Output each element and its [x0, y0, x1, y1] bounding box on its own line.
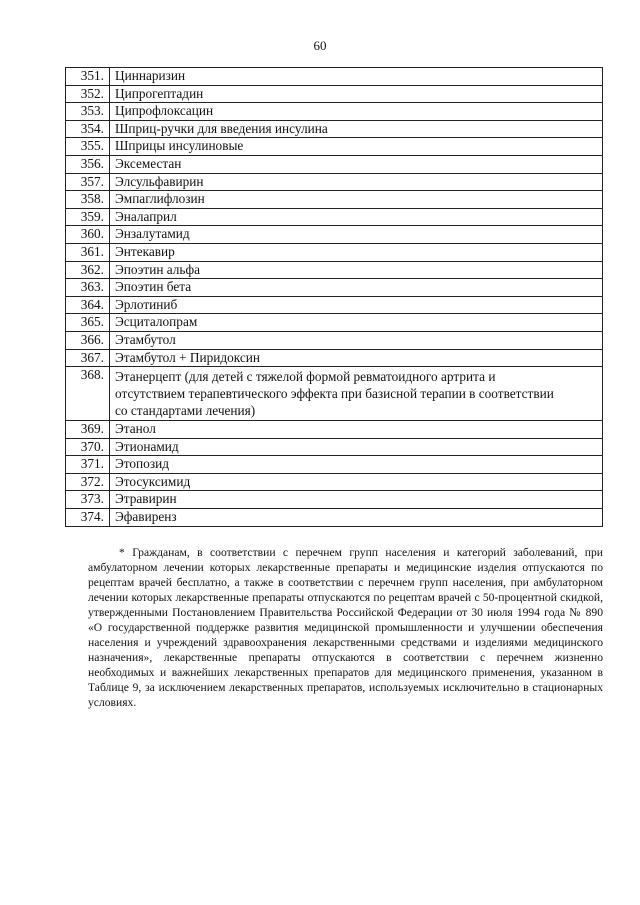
- row-number: 357.: [66, 173, 110, 191]
- row-number: 353.: [66, 103, 110, 121]
- table-row: [66, 226, 603, 244]
- drug-name: Эрлотиниб: [110, 296, 603, 314]
- table-row: [66, 138, 603, 156]
- row-number: 372.: [66, 473, 110, 491]
- table-row: [66, 191, 603, 209]
- drug-name: Этамбутол + Пиридоксин: [110, 349, 603, 367]
- row-number: 364.: [66, 296, 110, 314]
- drug-name: Эпоэтин альфа: [110, 261, 603, 279]
- row-number: 360.: [66, 226, 110, 244]
- footnote: [88, 545, 603, 710]
- drug-name: Этионамид: [110, 438, 603, 456]
- row-number: 362.: [66, 261, 110, 279]
- table-row: [66, 367, 603, 421]
- table-row: [66, 473, 603, 491]
- table-row: [66, 85, 603, 103]
- drug-name: Этосуксимид: [110, 473, 603, 491]
- drug-list-body: [66, 68, 603, 527]
- table-row: [66, 456, 603, 474]
- table-row: [66, 314, 603, 332]
- table-row: [66, 438, 603, 456]
- table-row: [66, 68, 603, 86]
- table-row: [66, 261, 603, 279]
- drug-name: Этамбутол: [110, 331, 603, 349]
- table-row: [66, 279, 603, 297]
- row-number: 358.: [66, 191, 110, 209]
- table-row: [66, 421, 603, 439]
- row-number: 355.: [66, 138, 110, 156]
- table-row: [66, 243, 603, 261]
- drug-name: Шприцы инсулиновые: [110, 138, 603, 156]
- drug-list-table: [65, 67, 603, 527]
- table-row: [66, 296, 603, 314]
- drug-name: Этравирин: [110, 491, 603, 509]
- drug-name: Эналаприл: [110, 208, 603, 226]
- drug-name: Шприц-ручки для введения инсулина: [110, 120, 603, 138]
- drug-name: Ципрофлоксацин: [110, 103, 603, 121]
- row-number: 374.: [66, 509, 110, 527]
- table-row: [66, 331, 603, 349]
- row-number: 354.: [66, 120, 110, 138]
- drug-name: Эмпаглифлозин: [110, 191, 603, 209]
- drug-name: Этанол: [110, 421, 603, 439]
- drug-name: Эсциталопрам: [110, 314, 603, 332]
- drug-name: Элсульфавирин: [110, 173, 603, 191]
- table-row: [66, 173, 603, 191]
- table-row: [66, 208, 603, 226]
- row-number: 351.: [66, 68, 110, 86]
- row-number: 363.: [66, 279, 110, 297]
- drug-name: Этанерцепт (для детей с тяжелой формой ревматоидного артрита и отсутствием терапевтического эффекта при базисной терапии в соответствии со стандартами лечения): [110, 367, 603, 421]
- drug-name: Эксеместан: [110, 155, 603, 173]
- row-number: 365.: [66, 314, 110, 332]
- row-number: 371.: [66, 456, 110, 474]
- page-number: 60: [313, 38, 327, 53]
- footnote-text: * Гражданам, в соответствии с перечнем групп населения и категорий заболеваний, при амбулаторном лечении которых лекарственные препараты и медицинские изделия отпускаются по рецептам врачей бесплатно, а также в соответствии с перечнем групп населения, при амбулаторном лечении которых лекарственные препараты отпускаются по рецептам врачей с 50-процентной скидкой, утвержденными Постановлением Правительства Российской Федерации от 30 июля 1994 года № 890 «О государственной поддержке развития медицинской промышленности и улучшении обеспечения населения и учреждений здравоохранения лекарственными средствами и изделиями медицинского назначения», лекарственные препараты отпускаются в соответствии с перечнем жизненно необходимых и важнейших лекарственных препаратов для медицинского применения, указанном в Таблице 9, за исключением лекарственных препаратов, используемых исключительно в стационарных условиях.: [88, 546, 603, 709]
- row-number: 370.: [66, 438, 110, 456]
- row-number: 356.: [66, 155, 110, 173]
- row-number: 366.: [66, 331, 110, 349]
- table-row: [66, 349, 603, 367]
- row-number: 373.: [66, 491, 110, 509]
- row-number: 361.: [66, 243, 110, 261]
- row-number: 368.: [66, 367, 110, 421]
- table-row: [66, 155, 603, 173]
- row-number: 367.: [66, 349, 110, 367]
- drug-name: Эфавиренз: [110, 509, 603, 527]
- table-row: [66, 103, 603, 121]
- drug-name: Эпоэтин бета: [110, 279, 603, 297]
- drug-name: Этопозид: [110, 456, 603, 474]
- drug-name: Ципрогептадин: [110, 85, 603, 103]
- drug-name: Энзалутамид: [110, 226, 603, 244]
- row-number: 352.: [66, 85, 110, 103]
- table-row: [66, 491, 603, 509]
- row-number: 359.: [66, 208, 110, 226]
- table-row: [66, 509, 603, 527]
- drug-name: Циннаризин: [110, 68, 603, 86]
- row-number: 369.: [66, 421, 110, 439]
- table-row: [66, 120, 603, 138]
- drug-name: Энтекавир: [110, 243, 603, 261]
